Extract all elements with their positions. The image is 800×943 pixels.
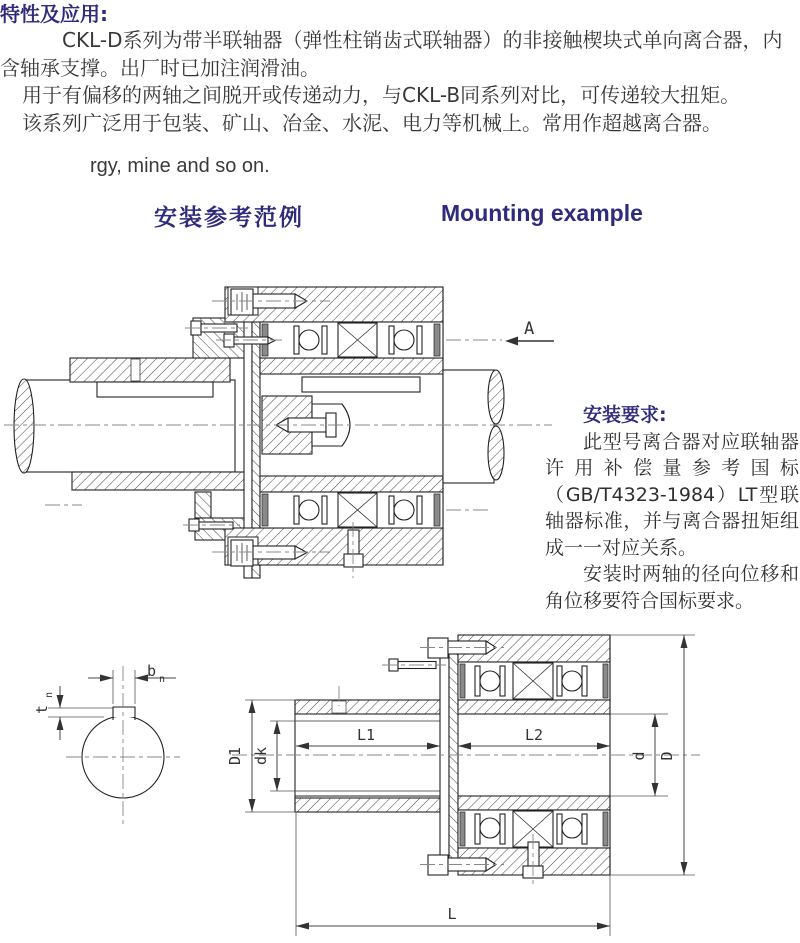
dim-label-L2: L2 — [524, 726, 544, 744]
view-direction-arrow — [505, 319, 554, 346]
dim-label-L1: L1 — [356, 726, 376, 744]
dim-label-dk: dk — [252, 746, 270, 766]
dims-left — [226, 700, 296, 812]
dim-label-L: L — [447, 905, 457, 923]
dim-label-d: d — [630, 751, 648, 761]
bearing-ball — [562, 818, 582, 838]
features-paragraph-2: 用于有偏移的两轴之间脱开或传递动力，与CKL-B同系列对比，可传递较大扭矩。 — [22, 83, 741, 107]
mounting-example-drawing — [0, 248, 560, 600]
bearing-ball — [480, 671, 500, 691]
features-paragraph-1: CKL-D系列为带半联轴器（弹性柱销齿式联轴器）的非接触楔块式单向离合器，内含轴承支撑。出厂时已加注润滑油。 — [0, 28, 783, 80]
features-heading: 特性及应用: — [0, 2, 108, 26]
dim-label-tn: t — [33, 704, 51, 714]
install-paragraph-1: 此型号离合器对应联轴器许用补偿量参考国标（GB/T4323-1984）LT型联轴器标准，并与离合器扭矩组成一一对应关系。 — [545, 430, 799, 559]
arrowhead-left — [505, 337, 518, 346]
bearing-ball — [480, 818, 500, 838]
install-paragraph-2: 安装时两轴的径向位移和角位移要符合国标要求。 — [545, 563, 799, 612]
section-heading-en: Mounting example — [441, 200, 643, 226]
dimension-drawing — [30, 618, 702, 943]
bearing-ball — [394, 500, 414, 520]
install-requirements-section — [545, 402, 799, 614]
dim-label-bn-sub: n — [159, 674, 166, 685]
bearing-row-bottom — [260, 492, 443, 528]
dim-label-tn-sub: n — [44, 691, 55, 698]
bearing-row-top — [260, 322, 443, 358]
section-heading-zh: 安装参考范例 — [154, 205, 304, 231]
coupling-disc — [440, 648, 458, 868]
view-label: A — [524, 319, 535, 339]
keyway-section — [33, 662, 180, 824]
right-shaft — [443, 370, 504, 483]
dim-label-D: D — [658, 751, 676, 761]
dim-label-D1: D1 — [226, 746, 244, 766]
bearing-ball — [562, 671, 582, 691]
bearing-ball — [299, 500, 319, 520]
dim-label-bn: b — [147, 662, 157, 680]
bearing-ball — [299, 330, 319, 350]
bearing-ball — [394, 330, 414, 350]
install-heading: 安装要求: — [583, 404, 667, 426]
english-fragment: rgy, mine and so on. — [90, 155, 270, 177]
features-section — [0, 1, 799, 137]
features-paragraph-3: 该系列广泛用于包装、矿山、冶金、水泥、电力等机械上。常用作超越离合器。 — [22, 110, 722, 135]
